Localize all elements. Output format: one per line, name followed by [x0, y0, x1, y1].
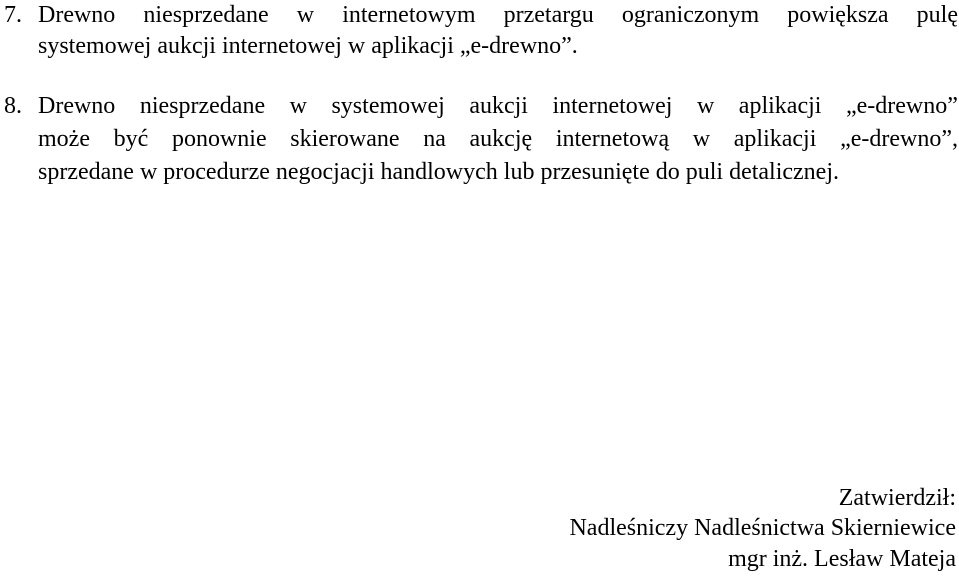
- item-8-line-1: [4, 91, 958, 121]
- item-7-text-line-2: systemowej aukcji internetowej w aplikacji „e-drewno”.: [38, 33, 578, 59]
- item-7-text-line-1: Drewno niesprzedane w internetowym przetargu ograniczonym powiększa pulę: [38, 2, 958, 28]
- item-8-text-line-2: może być ponownie skierowane na aukcję internetową w aplikacji „e-drewno”,: [38, 126, 958, 152]
- item-8-text-line-1: Drewno niesprzedane w systemowej aukcji internetowej w aplikacji „e-drewno”: [38, 93, 958, 119]
- signature-position: Nadleśniczy Nadleśnictwa Skierniewice: [569, 515, 956, 541]
- item-7-line-2: [4, 31, 958, 61]
- item-7-number: 7.: [4, 2, 22, 28]
- item-8-text-line-3: sprzedane w procedurze negocjacji handlowych lub przesunięte do puli detalicznej.: [38, 159, 839, 185]
- item-8-number: 8.: [4, 93, 22, 119]
- item-8-line-3: [4, 157, 958, 187]
- signature-label: Zatwierdził:: [838, 485, 956, 511]
- signature-name: mgr inż. Lesław Mateja: [728, 546, 956, 572]
- item-8-line-2: [4, 124, 958, 154]
- item-7-line-1: [4, 0, 958, 30]
